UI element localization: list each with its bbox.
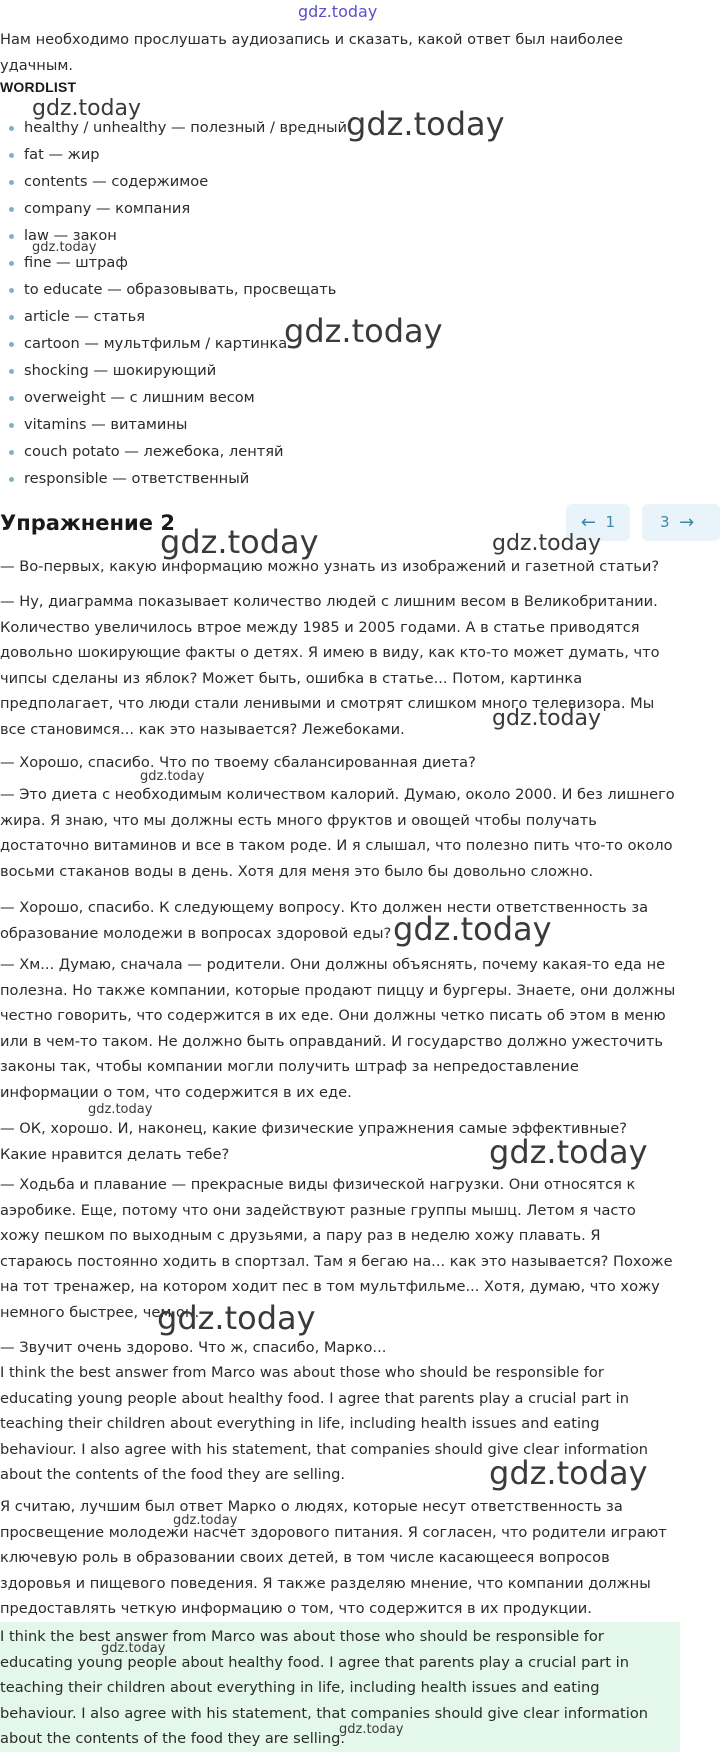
- bullet-icon: [9, 342, 14, 347]
- bullet-icon: [9, 369, 14, 374]
- watermark: gdz.today: [492, 531, 602, 556]
- arrow-right-icon: →: [679, 512, 695, 533]
- dialogue-line: — Хм... Думаю, сначала — родители. Они должны объяснять, почему какая-то еда не полезна. Но также компании, которые продают пиццу и бургеры. Знаете, они должны честно говорить, что содержится в их еде. Они должны четко писать об этом в меню или в чем-то таком. Не должно быть оправданий. И государство должно ужесточить законы так, чтобы компании могли получить штраф за непредоставление информации о том, что содержится в их еде.: [0, 956, 676, 1101]
- dialogue-line: — ОК, хорошо. И, наконец, какие физические упражнения самые эффективные? Какие нравится делать тебе?: [0, 1120, 627, 1163]
- dialogue-line: — Хорошо, спасибо. Что по твоему сбалансированная диета?: [0, 754, 476, 771]
- watermark: gdz.today: [346, 105, 505, 143]
- wordlist-item: couch potato — лежебока, лентяй: [0, 441, 347, 468]
- watermark: gdz.today: [489, 1454, 648, 1492]
- dialogue-line: — Во-первых, какую информацию можно узнать из изображений и газетной статьи?: [0, 558, 660, 575]
- bullet-icon: [9, 126, 14, 131]
- wordlist-item: healthy / unhealthy — полезный / вредный: [0, 117, 347, 144]
- next-exercise-button[interactable]: 3 →: [642, 504, 720, 541]
- wordlist-item: to educate — образовывать, просвещать: [0, 279, 347, 306]
- watermark: gdz.today: [88, 1102, 153, 1117]
- watermark: gdz.today: [101, 1641, 166, 1656]
- watermark: gdz.today: [32, 240, 97, 255]
- bullet-icon: [9, 207, 14, 212]
- watermark: gdz.today: [339, 1722, 404, 1737]
- dialogue-line: — Хорошо, спасибо. К следующему вопросу. Кто должен нести ответственность за образование молодежи в вопросах здоровой еды?: [0, 899, 649, 942]
- watermark: gdz.today: [173, 1513, 238, 1528]
- answer-russian: Я считаю, лучшим был ответ Марко о людях, которые несут ответственность за просвещение молодежи насчет здорового питания. Я согласен, что родители играют ключевую роль в образовании своих детей, в том числе касающееся вопросов здоровья и пищевого поведения. Я также разделяю мнение, что компании должны предоставлять четкую информацию о том, что содержится в их продукции.: [0, 1498, 667, 1618]
- bullet-icon: [9, 234, 14, 239]
- wordlist-item: responsible — ответственный: [0, 468, 347, 495]
- bullet-icon: [9, 396, 14, 401]
- intro-text: Нам необходимо прослушать аудиозапись и сказать, какой ответ был наиболее удачным.: [0, 31, 623, 74]
- wordlist-item: cartoon — мультфильм / картинка: [0, 333, 347, 360]
- watermark: gdz.today: [284, 312, 443, 350]
- bullet-icon: [9, 180, 14, 185]
- bullet-icon: [9, 153, 14, 158]
- bullet-icon: [9, 288, 14, 293]
- wordlist-item: contents — содержимое: [0, 171, 347, 198]
- wordlist-item: law — закон: [0, 225, 347, 252]
- dialogue-line: — Ходьба и плавание — прекрасные виды физической нагрузки. Они относятся к аэробике. Еще, потому что они задействуют разные группы мышц. Летом я часто хожу пешком по выходным с друзьями, а пару раз в неделю хожу плавать. Я стараюсь постоянно ходить в спортзал. Там я бегаю на... как это называется? Похоже на тот тренажер, на котором ходит пес в том мультфильме... Хотя, думаю, что хожу немного быстрее, чем он.: [0, 1176, 673, 1321]
- wordlist-item: overweight — с лишним весом: [0, 387, 347, 414]
- watermark: gdz.today: [489, 1133, 648, 1171]
- watermark: gdz.today: [140, 769, 205, 784]
- answer-english-highlighted: I think the best answer from Marco was about those who should be responsible for educating young people about healthy food. I agree that parents play a crucial part in teaching their children about everything in life, including health issues and eating behaviour. I also agree with his statement, that companies should give clear information about the contents of the food they are selling.: [0, 1628, 648, 1748]
- watermark: gdz.today: [298, 2, 378, 21]
- watermark: gdz.today: [157, 1299, 316, 1337]
- exercise-title: Упражнение 2: [0, 511, 175, 535]
- wordlist-item: shocking — шокирующий: [0, 360, 347, 387]
- watermark: gdz.today: [32, 96, 142, 121]
- wordlist-item: fine — штраф: [0, 252, 347, 279]
- bullet-icon: [9, 477, 14, 482]
- wordlist: [0, 117, 347, 495]
- bullet-icon: [9, 450, 14, 455]
- answer-english: I think the best answer from Marco was about those who should be responsible for educating young people about healthy food. I agree that parents play a crucial part in teaching their children about everything in life, including health issues and eating behaviour. I also agree with his statement, that companies should give clear information about the contents of the food they are selling.: [0, 1364, 648, 1484]
- wordlist-heading: WORDLIST: [0, 79, 77, 95]
- wordlist-item: company — компания: [0, 198, 347, 225]
- wordlist-item: article — статья: [0, 306, 347, 333]
- wordlist-item: vitamins — витамины: [0, 414, 347, 441]
- dialogue-line: — Звучит очень здорово. Что ж, спасибо, Марко...: [0, 1339, 387, 1356]
- watermark: gdz.today: [393, 910, 552, 948]
- wordlist-item: fat — жир: [0, 144, 347, 171]
- dialogue-line: — Это диета с необходимым количеством калорий. Думаю, около 2000. И без лишнего жира. Я знаю, что мы должны есть много фруктов и овощей чтобы получать достаточно витаминов и все в таком роде. И я слышал, что полезно пить что-то около восьми стаканов воды в день. Хотя для меня это было бы довольно сложно.: [0, 786, 675, 880]
- bullet-icon: [9, 261, 14, 266]
- prev-exercise-button[interactable]: ← 1: [566, 504, 630, 541]
- watermark: gdz.today: [160, 523, 319, 561]
- bullet-icon: [9, 315, 14, 320]
- bullet-icon: [9, 423, 14, 428]
- dialogue-line: — Ну, диаграмма показывает количество людей с лишним весом в Великобритании. Количество увеличилось втрое между 1985 и 2005 годами. А в статье приводятся довольно шокирующие факты о детях. Я имею в виду, как кто-то может думать, что чипсы сделаны из яблок? Может быть, ошибка в статье... Потом, картинка предполагает, что люди стали ленивыми и смотрят слишком много телевизора. Мы все становимся... как это называется? Лежебоками.: [0, 593, 660, 738]
- arrow-left-icon: ←: [580, 512, 596, 533]
- watermark: gdz.today: [492, 706, 602, 731]
